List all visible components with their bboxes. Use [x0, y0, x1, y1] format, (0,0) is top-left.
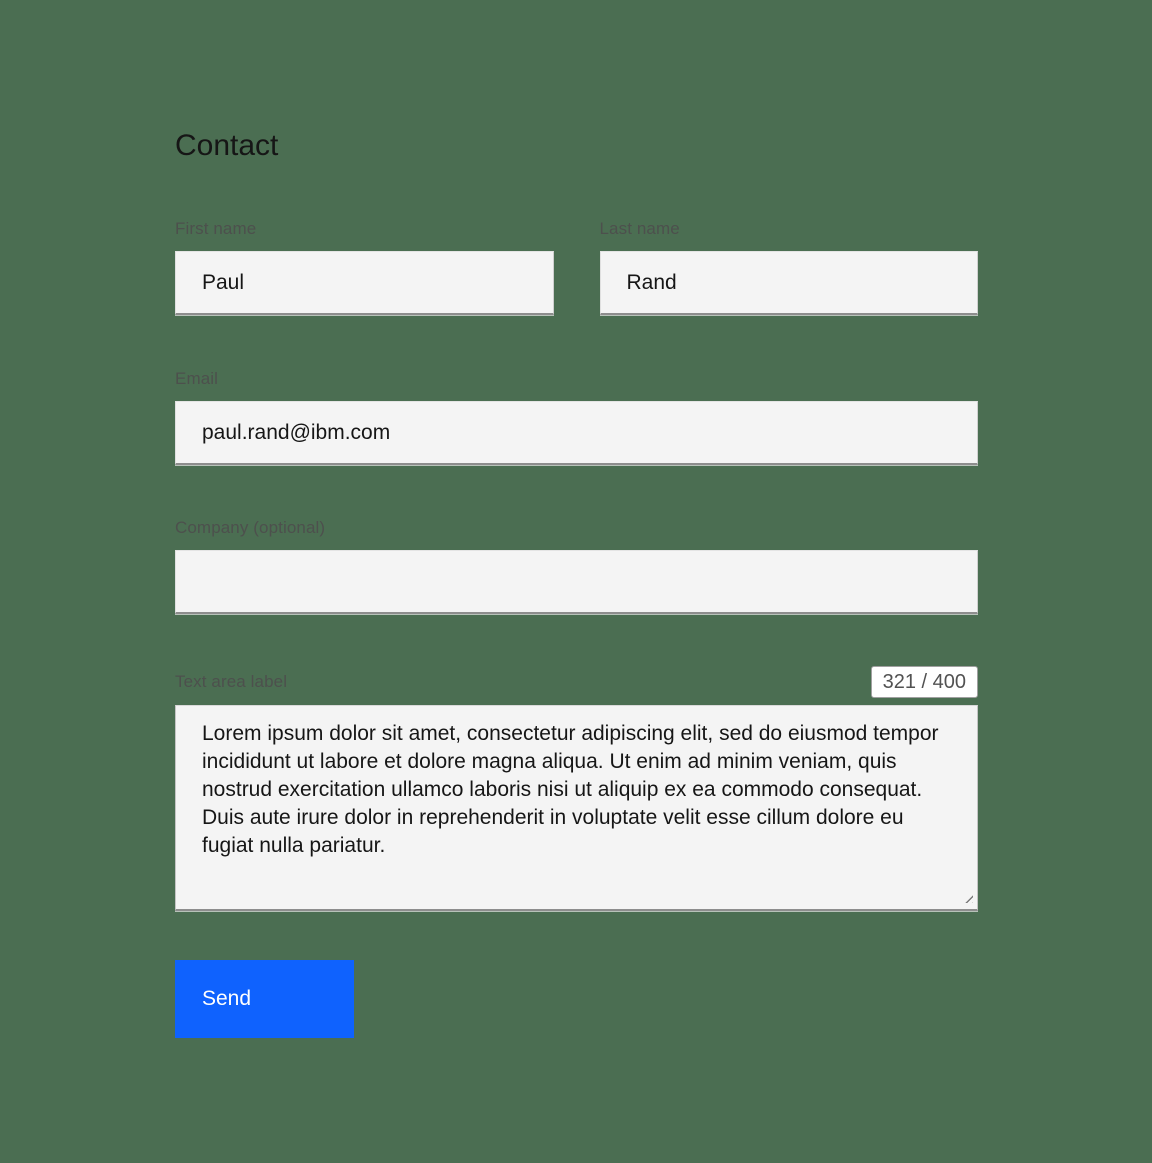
email-input[interactable]	[175, 401, 978, 465]
first-name-field-group	[175, 220, 554, 315]
name-row	[175, 220, 978, 315]
textarea-header-row	[175, 666, 978, 698]
send-button[interactable]: Send	[175, 960, 354, 1038]
company-field-group	[175, 519, 978, 614]
character-counter-badge: 321 / 400	[871, 666, 978, 698]
textarea-label: Text area label	[175, 672, 288, 691]
last-name-label: Last name	[599, 219, 680, 238]
last-name-input[interactable]	[600, 251, 979, 315]
email-field-group	[175, 370, 978, 465]
last-name-field-group	[600, 220, 979, 315]
message-field-group	[175, 666, 978, 911]
email-label: Email	[175, 369, 219, 388]
message-textarea[interactable]	[175, 705, 978, 911]
company-input[interactable]	[175, 550, 978, 614]
company-label: Company (optional)	[175, 518, 326, 537]
textarea-wrapper	[175, 705, 978, 911]
first-name-input[interactable]	[175, 251, 554, 315]
first-name-label: First name	[175, 219, 257, 238]
contact-form	[175, 130, 978, 1038]
page-title: Contact	[175, 129, 279, 162]
